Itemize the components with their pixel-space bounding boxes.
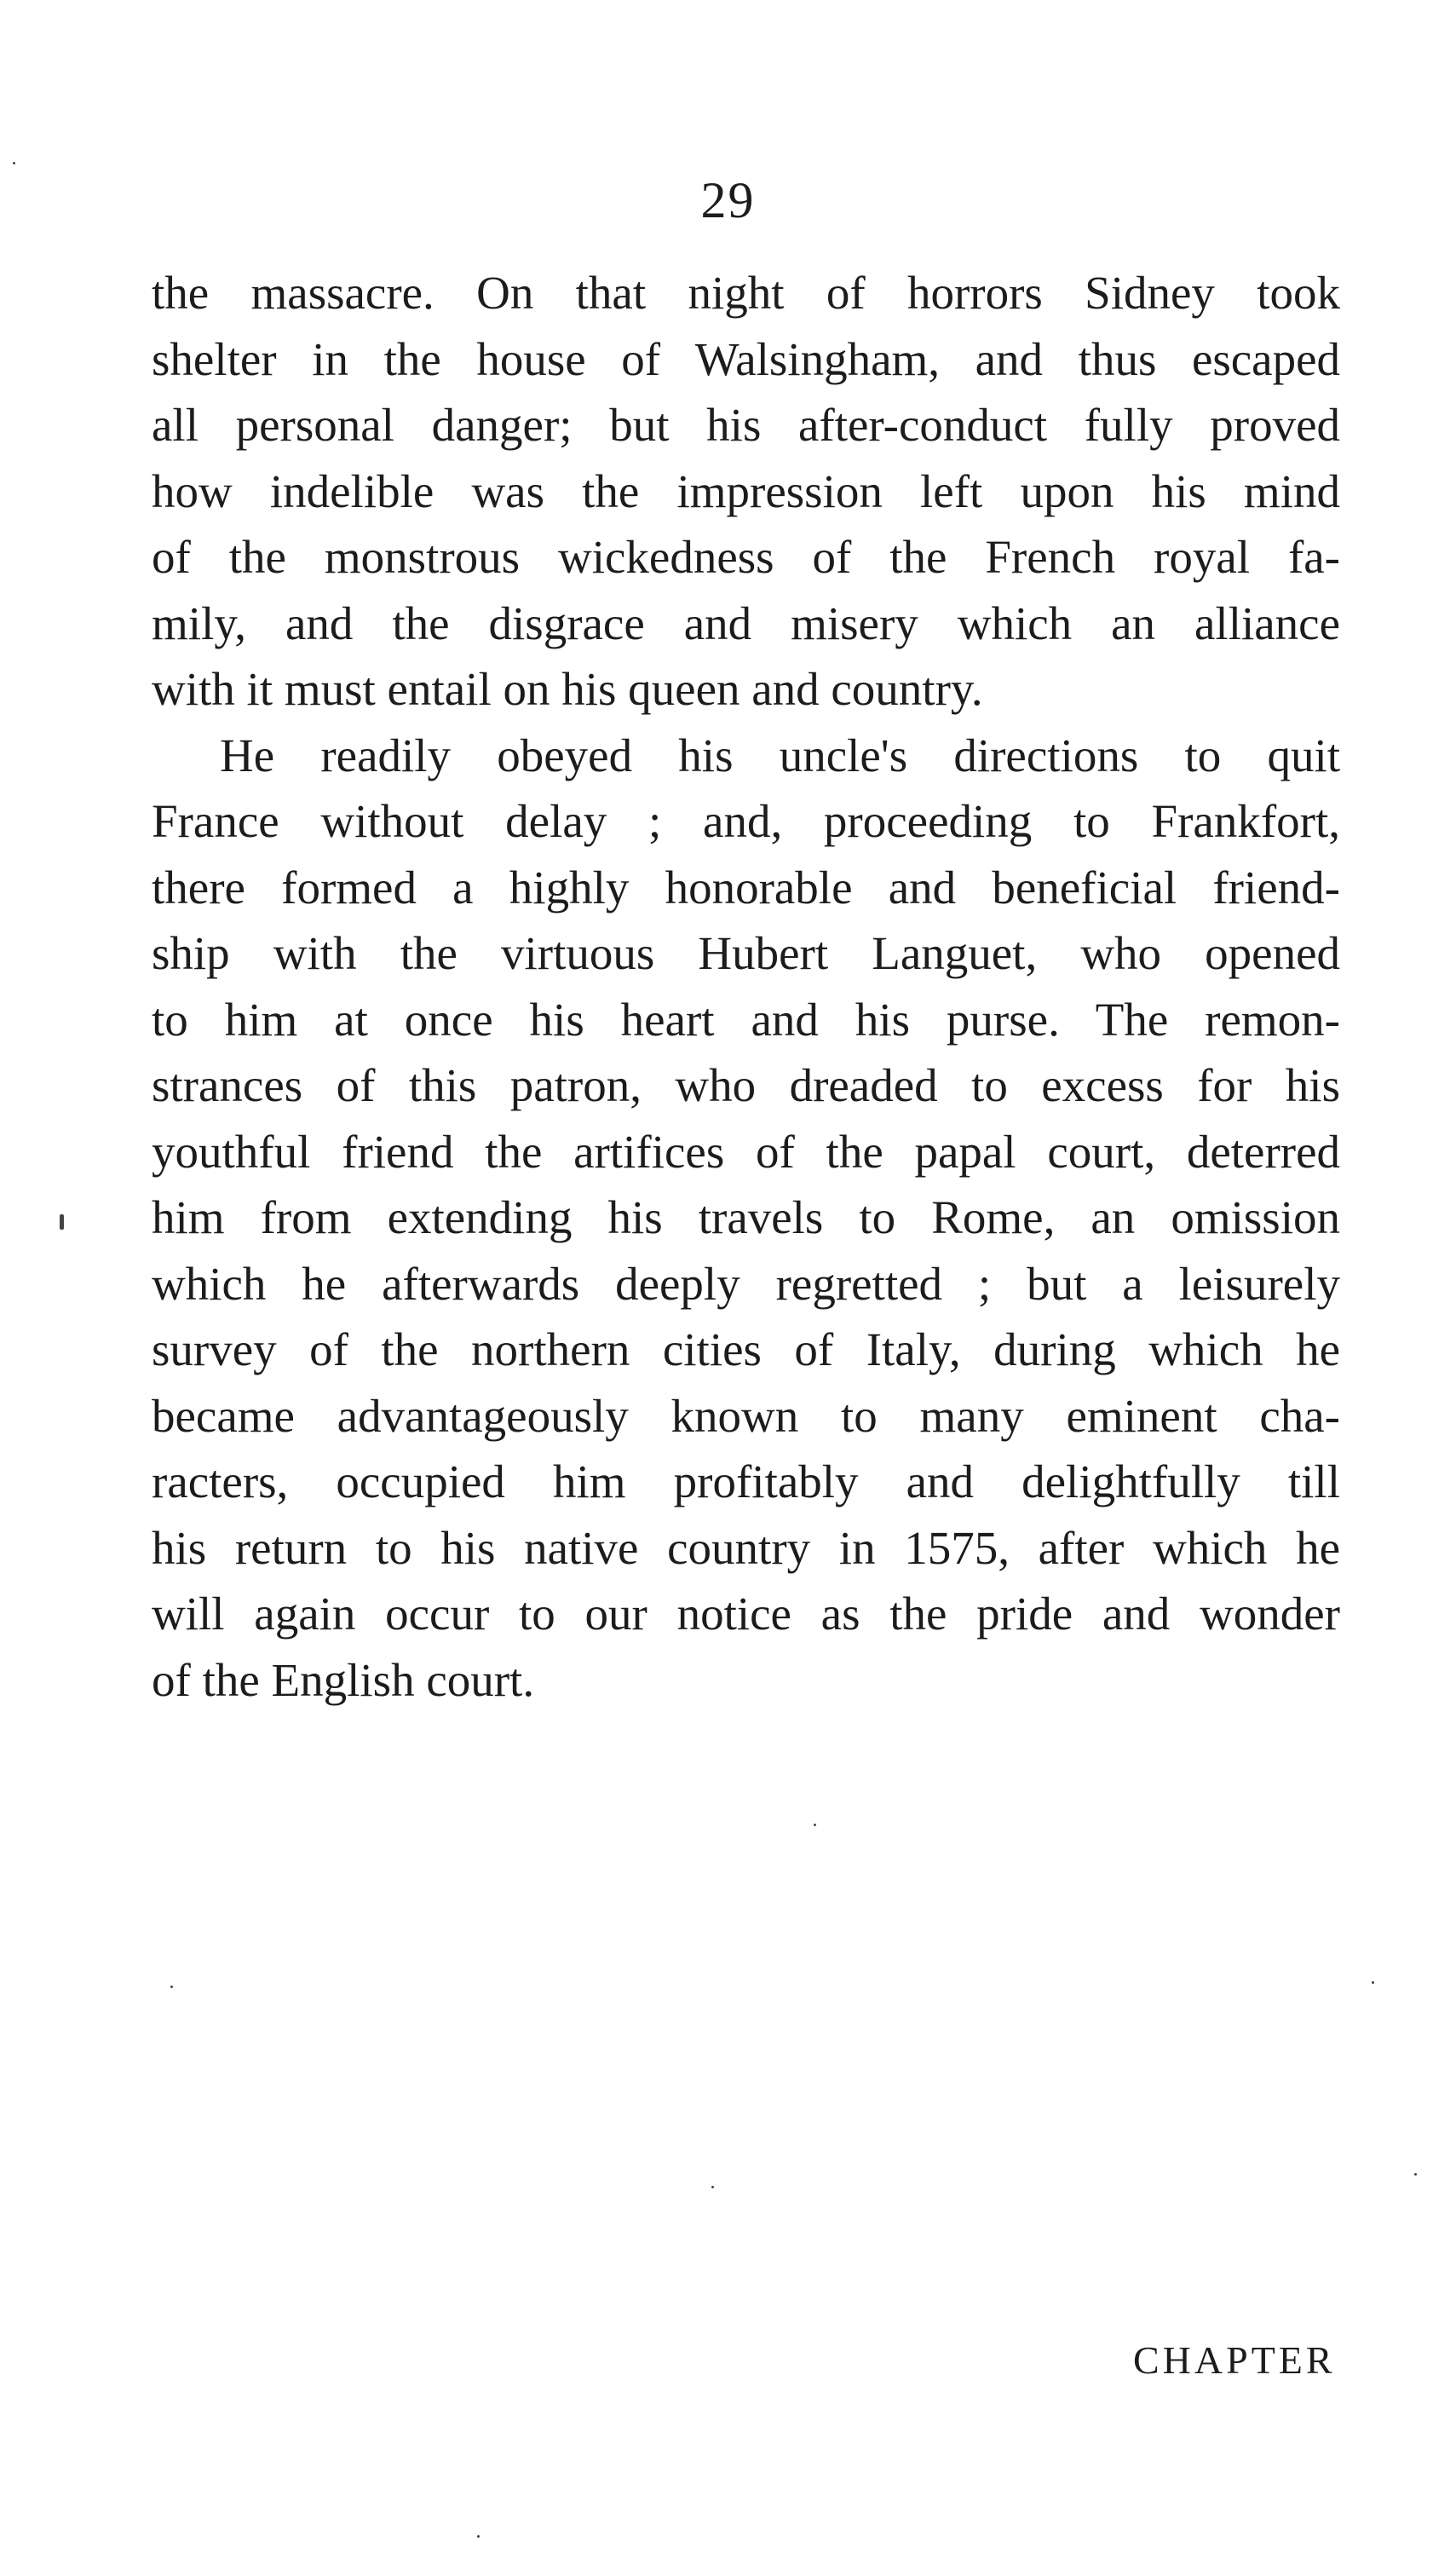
- text-line: him from extending his travels to Rome, an omission: [152, 1191, 1340, 1243]
- text-line: France without delay ; and, proceeding to Frankfort,: [152, 795, 1340, 847]
- text-line: racters, occupied him profitably and delightfully till: [152, 1455, 1340, 1507]
- text-line: will again occur to our notice as the pride and wonder: [152, 1588, 1340, 1640]
- text-line: ship with the virtuous Hubert Languet, who opened: [152, 927, 1340, 979]
- text-line: of the monstrous wickedness of the French royal fa-: [152, 531, 1340, 583]
- text-line: shelter in the house of Walsingham, and thus escaped: [152, 332, 1340, 385]
- text-line: became advantageously known to many eminent cha-: [152, 1389, 1340, 1442]
- text-line: survey of the northern cities of Italy, during which he: [152, 1323, 1340, 1375]
- print-speck: [477, 2535, 480, 2538]
- text-line: there formed a highly honorable and beneficial friend-: [152, 861, 1340, 914]
- page-number: 29: [700, 172, 756, 228]
- catchword: CHAPTER: [1133, 2338, 1336, 2382]
- text-line: He readily obeyed his uncle's directions to quit: [220, 729, 1340, 781]
- text-line: with it must entail on his queen and country.: [152, 663, 983, 715]
- print-speck: [814, 1824, 816, 1826]
- text-line: to him at once his heart and his purse. The remon-: [152, 993, 1340, 1046]
- text-line: which he afterwards deeply regretted ; but a leisurely: [152, 1257, 1340, 1310]
- print-speck: [1414, 2173, 1417, 2176]
- print-speck: [170, 1986, 173, 1988]
- text-line: youthful friend the artifices of the papal court, deterred: [152, 1125, 1340, 1178]
- print-speck: [1372, 1981, 1374, 1984]
- text-line: of the English court.: [152, 1653, 535, 1706]
- text-line: his return to his native country in 1575, after which he: [152, 1521, 1340, 1574]
- print-speck: [13, 162, 15, 164]
- text-line: all personal danger; but his after-conduct fully proved: [152, 399, 1340, 451]
- print-speck: [711, 2186, 714, 2188]
- text-line: the massacre. On that night of horrors Sidney took: [152, 267, 1340, 319]
- text-line: how indelible was the impression left upon his mind: [152, 464, 1340, 517]
- text-line: mily, and the disgrace and misery which an alliance: [152, 597, 1340, 649]
- text-line: strances of this patron, who dreaded to excess for his: [152, 1059, 1340, 1111]
- print-speck: [60, 1214, 64, 1230]
- body-text: [152, 260, 1340, 1713]
